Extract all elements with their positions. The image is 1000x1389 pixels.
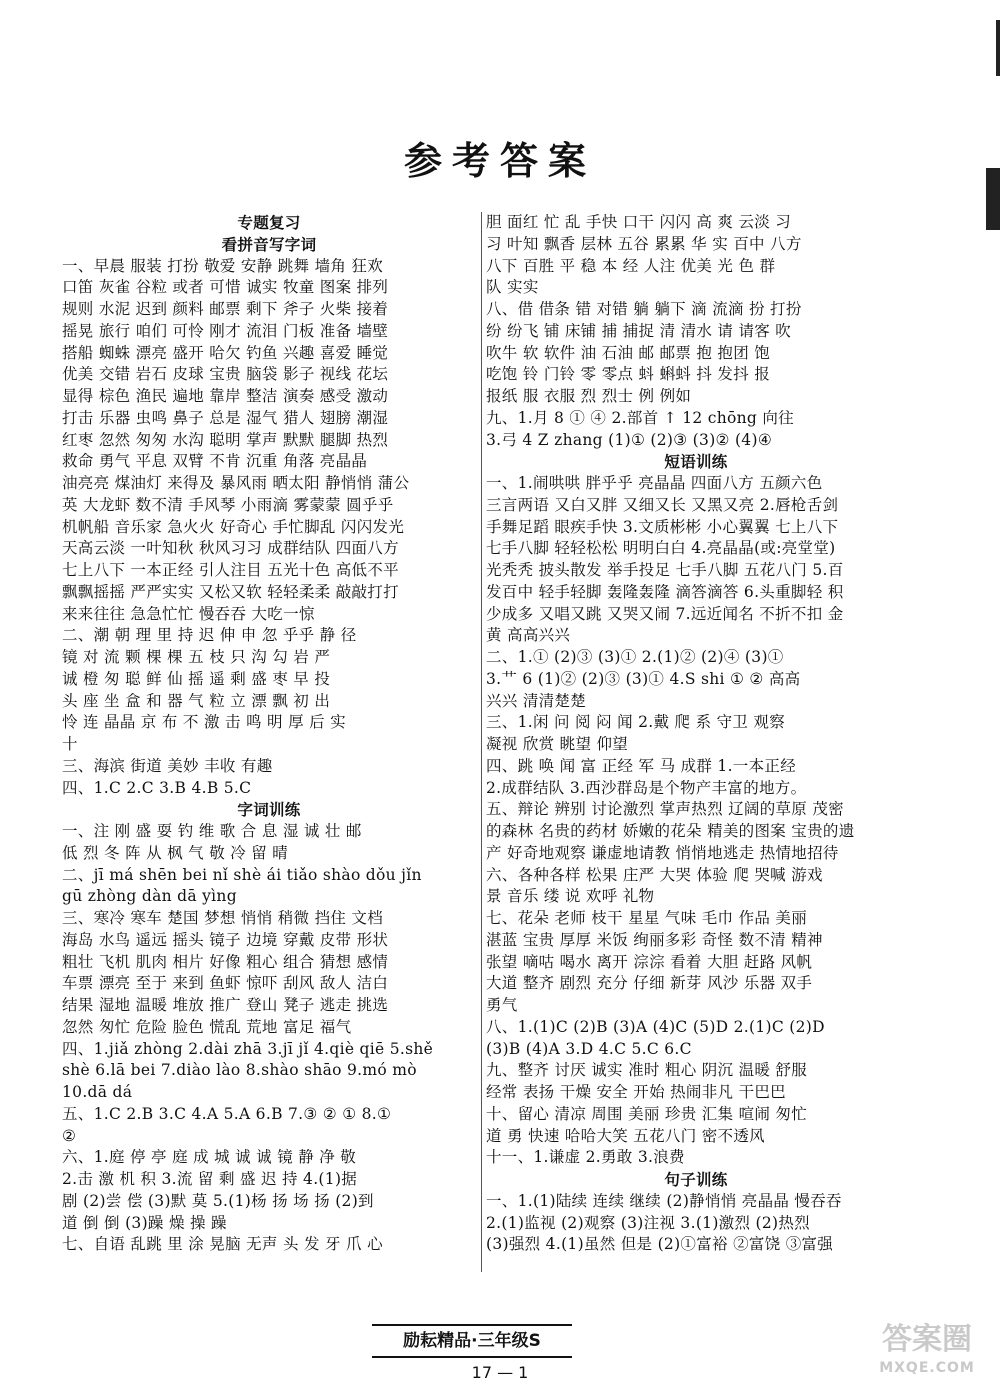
section-heading: 专题复习 [237, 213, 301, 232]
answer-line: 怜 连 晶晶 京 布 不 激 击 鸣 明 厚 后 实 [62, 713, 346, 732]
answer-line: gū zhòng dàn dā yìng [62, 887, 237, 906]
answer-line: 打击 乐器 虫鸣 鼻子 总是 湿气 猎人 翅膀 潮湿 [62, 408, 389, 427]
answer-line: 胆 面红 忙 乱 手快 口干 闪闪 高 爽 云淡 习 [486, 213, 792, 231]
answer-line: 七、花朵 老师 枝干 星星 气味 毛巾 作品 美丽 [486, 909, 807, 927]
answer-line: 纷 纷飞 铺 床铺 捕 捕捉 清 清水 请 请客 吹 [486, 321, 792, 340]
answer-line: 机帆船 音乐家 急火火 好奇心 手忙脚乱 闪闪发光 [62, 517, 405, 536]
answer-line: 九、整齐 讨厌 诚实 准时 粗心 阴沉 温暖 舒服 [486, 1061, 807, 1080]
answer-line: 剧 (2)尝 偿 (3)默 莫 5.(1)杨 扬 场 扬 (2)到 [62, 1191, 374, 1210]
answer-line: 搭船 蜘蛛 漂亮 盛开 哈欠 钓鱼 兴趣 喜爱 睡觉 [62, 343, 389, 362]
answer-line: 五、辩论 辨别 讨论激烈 掌声热烈 辽阔的草原 茂密 [486, 800, 844, 819]
answer-line: 道 勇 快速 哈哈大笑 五花八门 密不透风 [486, 1126, 765, 1145]
answer-line: 海岛 水鸟 遥远 摇头 镜子 边境 穿戴 皮带 形状 [62, 930, 389, 949]
watermark-logo-text: 答案圈 [882, 1322, 972, 1357]
answer-line: 四、1.jiǎ zhòng 2.dài zhā 3.jī jǐ 4.qiè qiē 5.shě [62, 1039, 434, 1058]
answer-line: 显得 棕色 渔民 遍地 靠岸 整洁 演奏 感受 激动 [62, 387, 389, 405]
answer-line: shè 6.lā bei 7.diào lào 8.shào shāo 9.mó mò [62, 1061, 417, 1080]
answer-line: 飘飘摇摇 严严实实 又松又软 轻轻柔柔 敲敲打打 [62, 582, 399, 601]
answer-line: 头 座 坐 盒 和 器 气 粒 立 漂 飘 初 出 [62, 691, 331, 710]
answer-line: 十 [62, 735, 78, 753]
answer-line: 镜 对 流 颗 棵 棵 五 枝 只 沟 勾 岩 严 [62, 648, 331, 666]
scan-edge-mark [996, 20, 1000, 76]
answer-line: 天高云淡 一叶知秋 秋风习习 成群结队 四面八方 [62, 539, 399, 558]
answer-line: 英 大龙虾 数不清 手风琴 小雨滴 雾蒙蒙 圆乎乎 [62, 495, 394, 514]
answer-line: (3)B (4)A 3.D 4.C 5.C 6.C [486, 1039, 692, 1058]
answer-line: 三、1.闲 问 阅 闷 闻 2.戴 爬 系 守卫 观察 [486, 713, 786, 732]
answer-line: 四、1.C 2.C 3.B 4.B 5.C [62, 778, 252, 797]
watermark-logo [858, 1322, 996, 1384]
answer-line: 发百中 轻手轻脚 轰隆轰隆 滴答滴答 6.头重脚轻 积 [486, 582, 844, 601]
answer-line: 的森林 名贵的药材 娇嫩的花朵 精美的图案 宝贵的遗 [486, 822, 855, 840]
answer-line: 来来往往 急急忙忙 慢吞吞 大吃一惊 [62, 604, 315, 623]
watermark-url: MXQE.COM [879, 1360, 975, 1376]
answer-line: 2.(1)监视 (2)观察 (3)注视 3.(1)激烈 (2)热烈 [486, 1213, 810, 1232]
answer-line: 道 倒 倒 (3)躁 燥 操 躁 [62, 1213, 227, 1232]
answer-line: 红枣 忽然 匆匆 水沟 聪明 掌声 默默 腿脚 热烈 [62, 430, 389, 449]
answer-line: 规则 水泥 迟到 颜料 邮票 剩下 斧子 火柴 接着 [62, 300, 389, 318]
answer-line: 优美 交错 岩石 皮球 宝贵 脑袋 影子 视线 花坛 [62, 365, 389, 384]
answer-line: 二、1.① (2)③ (3)① 2.(1)② (2)④ (3)① [486, 648, 784, 666]
section-heading: 看拼音写字词 [221, 234, 317, 254]
answer-line: 凝视 欣赏 眺望 仰望 [486, 735, 629, 753]
answer-line: 产 好奇地观察 谦虚地请教 悄悄地逃走 热情地招待 [486, 843, 839, 862]
answer-line: 大道 整齐 剧烈 充分 仔细 新芽 风沙 乐器 双手 [486, 974, 813, 993]
answer-line: 车票 漂亮 至于 来到 鱼虾 惊吓 刮风 敌人 洁白 [62, 974, 389, 993]
answer-line: 手舞足蹈 眼疾手快 3.文质彬彬 小心翼翼 七上八下 [486, 517, 839, 536]
answer-line: 四、跳 唤 闻 富 正经 军 马 成群 1.一本正经 [486, 756, 797, 775]
answer-line: 二、jī má shēn bei nǐ shè ái tiǎo shào dǒu jǐn [62, 865, 422, 884]
scan-edge-mark [986, 168, 1000, 230]
answer-line: 五、1.C 2.B 3.C 4.A 5.A 6.B 7.③ ② ① 8.① [62, 1104, 392, 1123]
answer-line: 低 烈 冬 阵 从 枫 气 敬 冷 留 晴 [62, 843, 289, 862]
answer-line: 六、1.庭 停 亭 庭 成 城 诚 诚 镜 静 净 敬 [62, 1148, 357, 1167]
answer-line: 口笛 灰雀 谷粒 或者 可惜 诚实 牧童 图案 排列 [62, 278, 389, 297]
answer-line: 张望 嘀咕 喝水 离开 淙淙 看着 大胆 赶路 风帆 [486, 952, 813, 971]
page-title: 参考答案 [403, 138, 596, 183]
answer-line: 十、留心 清凉 周围 美丽 珍贵 汇集 喧闹 匆忙 [486, 1104, 807, 1123]
section-heading: 短语训练 [664, 452, 728, 472]
answer-line: 一、早晨 服装 打扮 敬爱 安静 跳舞 墙角 狂欢 [62, 256, 383, 275]
left-answer-column [62, 212, 476, 1256]
answer-line: 粗壮 飞机 肌肉 相片 好像 粗心 组合 猜想 感情 [62, 952, 389, 971]
answer-line: 八下 百胜 平 稳 本 经 人注 优美 光 色 群 [486, 256, 776, 275]
answer-line: 景 音乐 缕 说 欢呼 礼物 [486, 887, 655, 906]
answer-line: 救命 勇气 平息 双臂 不肯 沉重 角落 亮晶晶 [62, 452, 368, 471]
answer-line: 吃饱 铃 门铃 零 零点 蚪 蝌蚪 抖 发抖 报 [486, 365, 771, 384]
right-answer-column [486, 212, 906, 1256]
answer-line: 忽然 匆忙 危险 脸色 慌乱 荒地 富足 福气 [62, 1017, 352, 1036]
answer-line: 三言两语 又白又胖 又细又长 又黑又亮 2.唇枪舌剑 [486, 495, 839, 514]
answer-line: 3.艹 6 (1)② (2)③ (3)① 4.S shi ① ② 高高 [486, 669, 801, 688]
answer-line: 六、各种各样 松果 庄严 大哭 体验 爬 哭喊 游戏 [486, 865, 823, 884]
answer-line: 三、寒冷 寒车 楚国 梦想 悄悄 稍微 挡住 文档 [62, 909, 383, 927]
answer-line: 一、1.闹哄哄 胖乎乎 亮晶晶 四面八方 五颜六色 [486, 474, 823, 492]
answer-line: 吹牛 软 软件 油 石油 邮 邮票 抱 抱团 饱 [486, 343, 771, 362]
answer-line: 2.成群结队 3.西沙群岛是个物产丰富的地方。 [486, 778, 807, 797]
page-number: 17 — 1 [471, 1363, 529, 1382]
answer-line: 一、注 刚 盛 耍 钓 维 歌 合 息 湿 诚 壮 邮 [62, 822, 362, 840]
answer-line: 光秃秃 披头散发 举手投足 七手八脚 五花八门 5.百 [486, 561, 844, 579]
answer-line: 报纸 服 衣服 烈 烈士 例 例如 [486, 387, 692, 405]
answer-line: 七手八脚 轻轻松松 明明白白 4.亮晶晶(或:亮堂堂) [486, 539, 836, 558]
answer-line: 油亮亮 煤油灯 来得及 暴风雨 晒太阳 静悄悄 蒲公 [62, 474, 410, 492]
answer-line: 10.dā dá [62, 1083, 133, 1101]
answer-line: 结果 湿地 温暖 堆放 推广 登山 凳子 逃走 挑选 [62, 996, 389, 1014]
answer-line: 2.击 激 机 积 3.流 留 剩 盛 迟 持 4.(1)据 [62, 1170, 358, 1188]
answer-line: 八、借 借条 错 对错 躺 躺下 滴 流滴 扮 打扮 [486, 300, 802, 318]
answer-line: 经常 表扬 干燥 安全 开始 热闹非凡 干巴巴 [486, 1083, 786, 1101]
answer-line: 少成多 又唱又跳 又哭又闹 7.远近闻名 不折不扣 金 [486, 604, 844, 623]
answer-line: 九、1.月 8 ① ④ 2.部首 ↑ 12 chōng 向往 [486, 408, 794, 427]
answer-line: 黄 高高兴兴 [486, 626, 571, 645]
answer-line: 八、1.(1)C (2)B (3)A (4)C (5)D 2.(1)C (2)D [486, 1017, 825, 1036]
footer-brand: 励耘精品·三年级S [372, 1324, 572, 1358]
answer-line: 七、自语 乱跳 里 涂 晃脑 无声 头 发 牙 爪 心 [62, 1235, 383, 1254]
answer-line: 十一、1.谦虚 2.勇敢 3.浪费 [486, 1148, 685, 1167]
section-heading: 句子训练 [664, 1170, 728, 1189]
answer-line: 一、1.(1)陆续 连续 继续 (2)静悄悄 亮晶晶 慢吞吞 [486, 1191, 842, 1210]
answer-line: 兴兴 清清楚楚 [486, 691, 587, 710]
answer-line: ② [62, 1126, 77, 1145]
answer-line: 队 实实 [486, 278, 539, 297]
answer-line: 湛蓝 宝贵 厚厚 米饭 绚丽多彩 奇怪 数不清 精神 [486, 930, 823, 949]
answer-line: 3.弓 4 Z zhang (1)① (2)③ (3)② (4)④ [486, 430, 773, 449]
answer-line: 二、潮 朝 理 里 持 迟 伸 申 忽 乎乎 静 径 [62, 626, 357, 645]
answer-line: 三、海滨 街道 美妙 丰收 有趣 [62, 756, 273, 775]
answer-line: 勇气 [486, 996, 518, 1014]
answer-line: 习 叶知 飘香 层林 五谷 累累 华 实 百中 八方 [486, 234, 802, 253]
answer-line: 诚 橙 匆 聪 鲜 仙 摇 遥 剩 盛 枣 早 投 [62, 669, 331, 688]
answer-line: 七上八下 一本正经 引人注目 五光十色 高低不平 [62, 561, 399, 579]
column-divider [481, 212, 482, 1272]
answer-line: (3)强烈 4.(1)虽然 但是 (2)①富裕 ②富饶 ③富强 [486, 1235, 834, 1254]
answer-line: 摇晃 旅行 咱们 可怜 刚才 流泪 门板 准备 墙壁 [62, 321, 389, 340]
section-heading: 字词训练 [237, 800, 301, 820]
